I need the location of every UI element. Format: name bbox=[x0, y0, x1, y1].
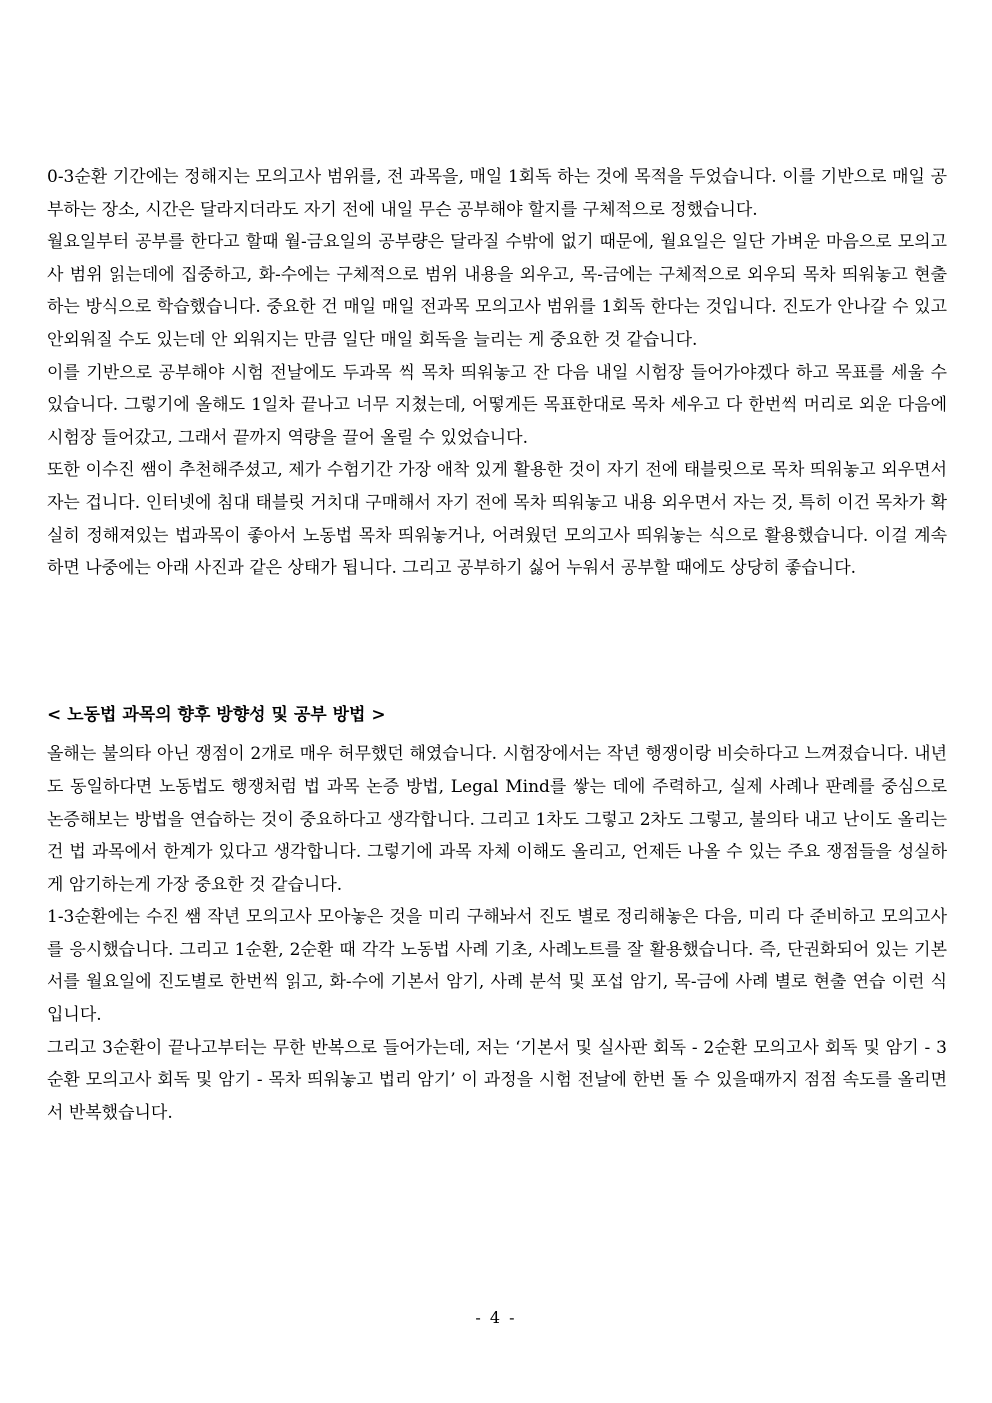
paragraph: 월요일부터 공부를 한다고 할때 월-금요일의 공부량은 달라질 수밖에 없기 때문에, 월요일은 일단 가벼운 마음으로 모의고사 범위 읽는데에 집중하고, 화-수에는 구체적으로 범위 내용을 외우고, 목-금에는 구체적으로 외우되 목차 띄워놓고 현출하는 방식으로 학습했습니다. 중요한 건 매일 매일 전과목 모의고사 범위를 1회독 한다는 것입니다. 진도가 안나갈 수 있고 안외워질 수도 있는데 안 외워지는 만큼 일단 매일 회독을 늘리는 게 중요한 것 같습니다. bbox=[47, 232, 947, 350]
paragraph: 또한 이수진 쌤이 추천해주셨고, 제가 수험기간 가장 애착 있게 활용한 것이 자기 전에 태블릿으로 목차 띄워놓고 외우면서 자는 겁니다. 인터넷에 침대 태블릿 거치대 구매해서 자기 전에 목차 띄워놓고 내용 외우면서 자는 것, 특히 이건 목차가 확실히 정해져있는 법과목이 좋아서 노동법 목차 띄워놓거나, 어려웠던 모의고사 띄워놓는 식으로 활용했습니다. 이걸 계속하면 나중에는 아래 사진과 같은 상태가 됩니다. 그리고 공부하기 싫어 누워서 공부할 때에도 상당히 좋습니다. bbox=[47, 460, 947, 579]
paragraph: 올해는 불의타 아닌 쟁점이 2개로 매우 허무했던 해였습니다. 시험장에서는 작년 행쟁이랑 비슷하다고 느껴졌습니다. 내년도 동일하다면 노동법도 행쟁처럼 법 과목 논증 방법, Legal Mind를 쌓는 데에 주력하고, 실제 사례나 판례를 중심으로 논증해보는 방법을 연습하는 것이 중요하다고 생각합니다. 그리고 1차도 그렇고 2차도 그렇고, 불의타 내고 난이도 올리는 건 법 과목에서 한계가 있다고 생각합니다. 그렇기에 과목 자체 이해도 올리고, 언제든 나올 수 있는 주요 쟁점들을 성실하게 암기하는게 가장 중요한 것 같습니다. bbox=[47, 744, 947, 895]
paragraph: 그리고 3순환이 끝나고부터는 무한 반복으로 들어가는데, 저는 ‘기본서 및 실사판 회독 - 2순환 모의고사 회독 및 암기 - 3순환 모의고사 회독 및 암기 - 목차 띄워놓고 법리 암기’ 이 과정을 시험 전날에 한번 돌 수 있을때까지 점점 속도를 올리면서 반복했습니다. bbox=[47, 1037, 947, 1123]
image-gap-spacer bbox=[47, 585, 947, 699]
section-heading: < 노동법 과목의 향후 방향성 및 공부 방법 > bbox=[47, 704, 386, 725]
paragraph: 0-3순환 기간에는 정해지는 모의고사 범위를, 전 과목을, 매일 1회독 하는 것에 목적을 두었습니다. 이를 기반으로 매일 공부하는 장소, 시간은 달라지더라도 자기 전에 내일 무슨 공부해야 할지를 구체적으로 정했습니다. bbox=[47, 167, 947, 220]
paragraph: 이를 기반으로 공부해야 시험 전날에도 두과목 씩 목차 띄워놓고 잔 다음 내일 시험장 들어가야겠다 하고 목표를 세울 수 있습니다. 그렇기에 올해도 1일차 끝나고 너무 지쳤는데, 어떻게든 목표한대로 목차 세우고 다 한번씩 머리로 외운 다음에 시험장 들어갔고, 그래서 끝까지 역량을 끌어 올릴 수 있었습니다. bbox=[47, 362, 947, 448]
paragraph: 1-3순환에는 수진 쌤 작년 모의고사 모아놓은 것을 미리 구해놔서 진도 별로 정리해놓은 다음, 미리 다 준비하고 모의고사를 응시했습니다. 그리고 1순환, 2순환 때 각각 노동법 사례 기초, 사례노트를 잘 활용했습니다. 즉, 단권화되어 있는 기본서를 월요일에 진도별로 한번씩 읽고, 화-수에 기본서 암기, 사례 분석 및 포섭 암기, 목-금에 사례 별로 현출 연습 이런 식입니다. bbox=[47, 907, 947, 1026]
document-body bbox=[47, 161, 947, 1129]
page-number: - 4 - bbox=[475, 1308, 517, 1327]
